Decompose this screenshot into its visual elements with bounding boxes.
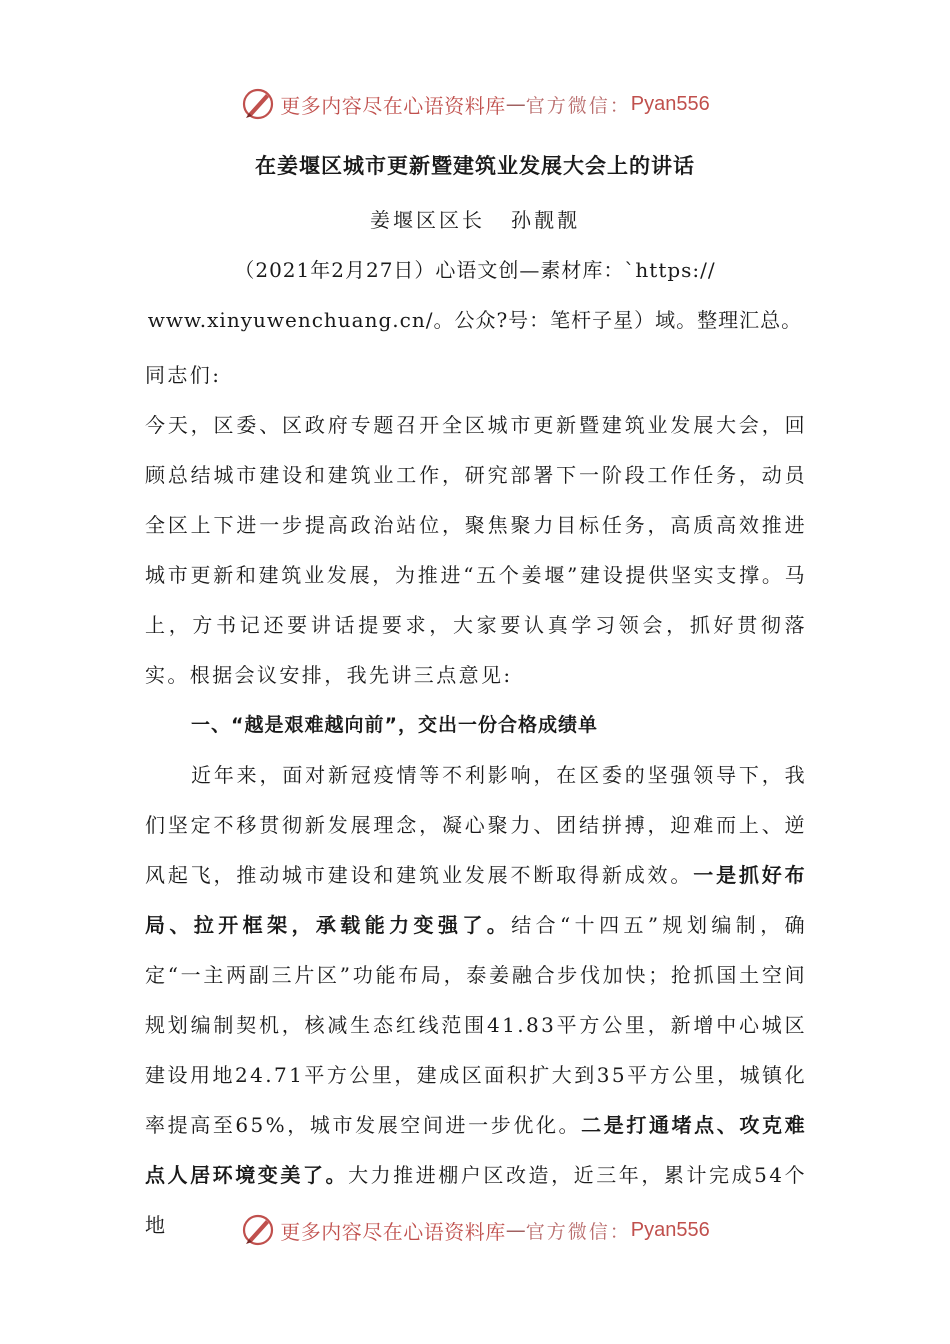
para2-text-e: 大力推进棚户区改造，近三年，累计完成54个地 [145, 1163, 807, 1237]
banner-main-text: 更多内容尽在心语资料库 [280, 93, 506, 118]
section-heading-1: 一、“越是艰难越向前”，交出一份合格成绩单 [191, 714, 598, 736]
author-name: 孙靓靓 [511, 208, 580, 232]
footer-banner [0, 1210, 950, 1250]
header-banner [0, 84, 950, 124]
banner-wechat-id: Pyan556 [630, 1218, 710, 1241]
banner-main-text: 更多内容尽在心语资料库 [280, 1219, 506, 1244]
para2-bold-b: 一是抓好布局、拉开框架，承载能力变强了。 [145, 863, 808, 937]
author-line [0, 204, 950, 233]
para2-bold-d: 二是打通堵点、攻克难点人居环境变美了。 [145, 1113, 808, 1187]
author-role: 姜堰区区长 [370, 208, 485, 232]
banner-separator: — [505, 1218, 526, 1242]
pen-logo-icon [240, 1212, 276, 1248]
banner-separator: — [505, 92, 526, 116]
paragraph-achievements [145, 750, 807, 1250]
greeting: 同志们: [145, 363, 222, 387]
banner-wechat-label: 官方微信： [525, 94, 631, 117]
document-title: 在姜堰区城市更新暨建筑业发展大会上的讲话 [255, 153, 695, 178]
dateline-1: （2021年2月27日）心语文创—素材库：`https:// [234, 258, 716, 282]
paragraph-intro: 今天，区委、区政府专题召开全区城市更新暨建筑业发展大会，回顾总结城市建设和建筑业工作，研究部署下一阶段工作任务，动员全区上下进一步提高政治站位，聚焦聚力目标任务，高质高效推进城市更新和建筑业发展，为推进“五个姜堰”建设提供坚实支撑。马上，方书记还要讲话提要求，大家要认真学习领会，抓好贯彻落实。根据会议安排，我先讲三点意见: [145, 413, 807, 687]
banner-wechat-id: Pyan556 [630, 92, 710, 115]
para2-text-a: 近年来，面对新冠疫情等不利影响，在区委的坚强领导下，我们坚定不移贯彻新发展理念，凝心聚力、团结拼搏，迎难而上、逆风起飞，推动城市建设和建筑业发展不断取得新成效。 [145, 763, 807, 887]
para2-text-c: 结合“十四五”规划编制，确定“一主两副三片区”功能布局，泰姜融合步伐加快；抢抓国土空间规划编制契机，核减生态红线范围41.83平方公里，新增中心城区建设用地24.71平方公里，建成区面积扩大到35平方公里，城镇化率提高至65%，城市发展空间进一步优化。 [145, 913, 808, 1137]
document-body [145, 350, 807, 1250]
dateline-2: www.xinyuwenchuang.cn/。公众?号：笔杆子星）域。整理汇总。 [147, 308, 803, 332]
banner-wechat-label: 官方微信： [525, 1220, 631, 1243]
pen-logo-icon [240, 86, 276, 122]
